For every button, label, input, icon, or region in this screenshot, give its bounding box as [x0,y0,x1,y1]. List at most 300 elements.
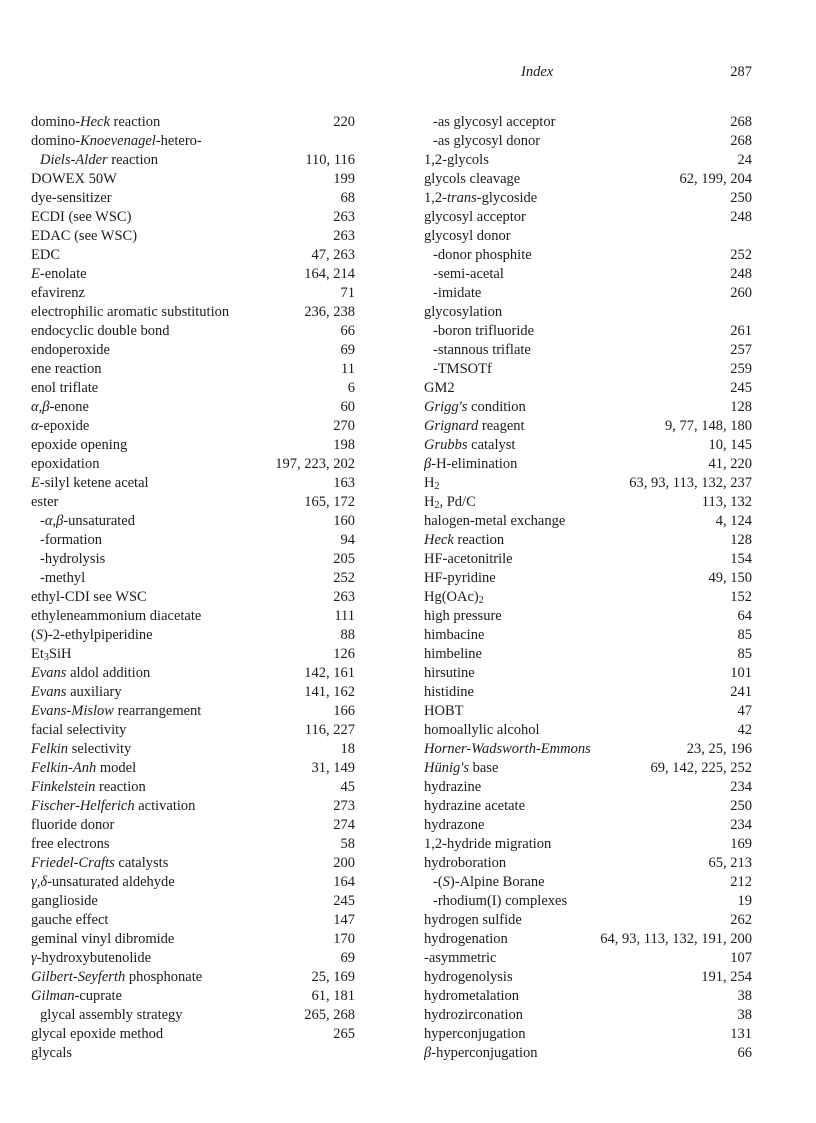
index-entry [31,151,355,170]
index-entry [31,246,355,265]
index-page-refs: 265 [333,1026,355,1042]
index-page-refs: 61, 181 [311,988,355,1004]
index-term: EDC [31,247,60,263]
index-entry [424,873,752,892]
index-page-refs: 234 [730,779,752,795]
index-term: $H_2$ [424,475,440,492]
index-entry [424,227,752,246]
index-page-refs: 128 [730,399,752,415]
index-entry [31,322,355,341]
index-page-refs: 164, 214 [304,266,355,282]
index-entry [424,170,752,189]
index-page-refs: 71 [340,285,355,301]
index-entry [31,721,355,740]
index-term: hydrazine [424,779,482,795]
index-term: α,β-enone [31,399,89,415]
index-entry [31,588,355,607]
index-page-refs: 270 [333,418,355,434]
index-page-refs: 41, 220 [708,456,752,472]
index-entry [31,740,355,759]
index-entry [31,455,355,474]
index-entry [31,645,355,664]
index-entry [424,360,752,379]
index-term: -α,β-unsaturated [40,513,135,529]
index-entry [424,512,752,531]
index-page-refs: 220 [333,114,355,130]
index-page-refs: 111 [334,608,355,624]
index-term: hydrazone [424,817,485,833]
index-entry [424,569,752,588]
page-number: 287 [730,64,752,80]
index-entry [424,607,752,626]
index-term: facial selectivity [31,722,127,738]
index-page-refs: 38 [737,1007,752,1023]
index-page-refs: 160 [333,513,355,529]
index-entry [424,265,752,284]
index-entry [424,303,752,322]
index-term: Grigg's condition [424,399,526,415]
index-term: glycosyl donor [424,228,511,244]
index-entry [424,550,752,569]
index-column-right [424,113,752,1063]
index-page-refs: 154 [730,551,752,567]
index-entry [31,987,355,1006]
index-term: Felkin selectivity [31,741,132,757]
index-term: -(S)-Alpine Borane [433,874,545,890]
index-entry [424,664,752,683]
index-page-refs: 263 [333,589,355,605]
index-page-refs: 248 [730,209,752,225]
index-entry [31,930,355,949]
index-term: E-enolate [31,266,87,282]
index-term: glycals [31,1045,73,1061]
index-entry [424,455,752,474]
index-entry [31,911,355,930]
index-page-refs: 147 [333,912,355,928]
index-term: DOWEX 50W [31,171,117,187]
index-term: Friedel-Crafts catalysts [31,855,169,871]
index-page-refs: 200 [333,855,355,871]
index-term: 1,2-trans-glycoside [424,190,538,206]
index-page-refs: 197, 223, 202 [275,456,355,472]
index-term: Evans aldol addition [31,665,151,681]
index-page-refs: 85 [737,646,752,662]
index-entry [424,854,752,873]
index-page-refs: 164 [333,874,355,890]
index-page-refs: 259 [730,361,752,377]
index-entry [31,607,355,626]
index-entry [31,132,355,151]
index-page-refs: 263 [333,209,355,225]
index-page-refs: 163 [333,475,355,491]
index-term: $H_2$, Pd/C [424,494,476,511]
index-term: Horner-Wadsworth-Emmons [424,741,591,757]
index-entry [424,493,752,512]
index-entry [424,398,752,417]
index-term: Grubbs catalyst [424,437,516,453]
index-column-left [31,113,355,1063]
index-entry [424,113,752,132]
index-page-refs: 42 [737,722,752,738]
index-term: epoxide opening [31,437,128,453]
index-term: histidine [424,684,474,700]
index-page-refs: 66 [340,323,355,339]
index-term: -asymmetric [424,950,497,966]
index-term: Gilbert-Seyferth phosphonate [31,969,203,985]
index-entry [31,664,355,683]
index-page-refs: 198 [333,437,355,453]
index-entry [424,797,752,816]
index-term: Gilman-cuprate [31,988,122,1004]
index-page-refs: 58 [340,836,355,852]
index-page-refs: 252 [730,247,752,263]
index-term: epoxidation [31,456,100,472]
index-term: ganglioside [31,893,98,909]
index-term: hydrozirconation [424,1007,524,1023]
index-page-refs: 6 [347,380,355,396]
index-page-refs: 141, 162 [304,684,355,700]
index-term: $Et_3SiH$ [31,646,72,663]
index-page-refs: 262 [730,912,752,928]
index-entry [31,835,355,854]
index-entry [424,189,752,208]
index-page-refs: 170 [333,931,355,947]
index-entry [424,132,752,151]
index-term: ECDI (see WSC) [31,209,132,225]
index-page-refs: 107 [730,950,752,966]
index-entry [424,1006,752,1025]
index-page-refs: 65, 213 [708,855,752,871]
index-entry [424,759,752,778]
index-page-refs: 88 [340,627,355,643]
index-page-refs: 4, 124 [715,513,752,529]
index-entry [31,417,355,436]
index-page-refs: 62, 199, 204 [679,171,752,187]
index-page-refs: 205 [333,551,355,567]
index-page-refs: 245 [730,380,752,396]
index-term: β-H-elimination [424,456,518,472]
index-entry [424,911,752,930]
index-page-refs: 68 [340,190,355,206]
index-entry [31,683,355,702]
index-term: Diels-Alder reaction [40,152,158,168]
index-term: -semi-acetal [433,266,504,282]
index-entry [424,987,752,1006]
index-term: ene reaction [31,361,102,377]
index-entry [31,303,355,322]
index-page-refs: 49, 150 [708,570,752,586]
index-entry [424,151,752,170]
index-page-refs: 69 [340,950,355,966]
index-term: geminal vinyl dibromide [31,931,175,947]
index-term: -as glycosyl acceptor [433,114,556,130]
index-term: electrophilic aromatic substitution [31,304,230,320]
index-page-refs: 165, 172 [304,494,355,510]
index-term: efavirenz [31,285,85,301]
index-page-refs: 69 [340,342,355,358]
index-term: hydrazine acetate [424,798,526,814]
index-page-refs: 9, 77, 148, 180 [665,418,752,434]
index-term: EDAC (see WSC) [31,228,138,244]
index-page-refs: 131 [730,1026,752,1042]
index-entry [31,759,355,778]
index-term: -as glycosyl donor [433,133,541,149]
index-term: halogen-metal exchange [424,513,566,529]
index-entry [31,341,355,360]
index-entry [31,113,355,132]
index-entry [31,170,355,189]
index-term: hydrometalation [424,988,520,1004]
index-entry [31,949,355,968]
index-term: HF-acetonitrile [424,551,513,567]
index-entry [424,645,752,664]
index-term: -stannous triflate [433,342,531,358]
index-page-refs: 212 [730,874,752,890]
index-page-refs: 252 [333,570,355,586]
index-term: Finkelstein reaction [31,779,146,795]
index-entry [31,702,355,721]
index-entry [424,1025,752,1044]
index-entry [424,721,752,740]
index-page-refs: 11 [341,361,355,377]
index-term: glycosyl acceptor [424,209,526,225]
index-entry [424,436,752,455]
page-header [0,64,816,84]
index-page-refs: 38 [737,988,752,1004]
index-entry [424,835,752,854]
index-entry [31,550,355,569]
index-entry [424,626,752,645]
index-page-refs: 19 [737,893,752,909]
index-term: -hydrolysis [40,551,106,567]
index-page-refs: 63, 93, 113, 132, 237 [629,475,752,491]
index-page-refs: 268 [730,133,752,149]
index-term: enol triflate [31,380,99,396]
index-term: hyperconjugation [424,1026,526,1042]
index-entry [31,892,355,911]
index-term: glycal epoxide method [31,1026,164,1042]
index-entry [424,778,752,797]
index-page-refs: 126 [333,646,355,662]
index-page-refs: 234 [730,817,752,833]
index-page-refs: 110, 116 [305,152,355,168]
index-term: γ-hydroxybutenolide [31,950,152,966]
index-term: domino-Knoevenagel-hetero- [31,133,202,149]
index-term: Fischer-Helferich activation [31,798,196,814]
index-term: (S)-2-ethylpiperidine [31,627,153,643]
index-term: homoallylic alcohol [424,722,540,738]
index-page-refs: 248 [730,266,752,282]
index-entry [31,854,355,873]
index-page-refs: 191, 254 [701,969,752,985]
index-term: -boron trifluoride [433,323,535,339]
index-page-refs: 260 [730,285,752,301]
index-term: hydrogen sulfide [424,912,522,928]
index-term: 1,2-hydride migration [424,836,552,852]
index-page-refs: 47, 263 [311,247,355,263]
index-entry [424,930,752,949]
index-term: -imidate [433,285,482,301]
index-page-refs: 101 [730,665,752,681]
index-page-refs: 31, 149 [311,760,355,776]
index-term: -rhodium(I) complexes [433,893,568,909]
index-page-refs: 45 [340,779,355,795]
index-entry [31,816,355,835]
index-term: gauche effect [31,912,109,928]
index-entry [424,1044,752,1063]
index-entry [424,379,752,398]
index-entry [31,398,355,417]
index-page-refs: 23, 25, 196 [686,741,752,757]
index-term: Grignard reagent [424,418,525,434]
index-page-refs: 257 [730,342,752,358]
index-entry [31,512,355,531]
index-page-refs: 64, 93, 113, 132, 191, 200 [600,931,752,947]
index-term: glycal assembly strategy [40,1007,183,1023]
index-term: Heck reaction [424,532,505,548]
index-entry [31,1006,355,1025]
index-entry [31,474,355,493]
index-term: Felkin-Anh model [31,760,137,776]
index-entry [424,322,752,341]
index-entry [424,588,752,607]
index-term: γ,δ-unsaturated aldehyde [31,874,175,890]
index-term: glycols cleavage [424,171,521,187]
index-term: endoperoxide [31,342,110,358]
index-entry [31,569,355,588]
index-term: Evans-Mislow rearrangement [31,703,202,719]
index-entry [424,702,752,721]
index-entry [424,246,752,265]
index-entry [31,265,355,284]
index-entry [31,531,355,550]
index-term: domino-Heck reaction [31,114,161,130]
index-page-refs: 25, 169 [311,969,355,985]
index-entry [424,341,752,360]
index-term: glycosylation [424,304,503,320]
index-term: -TMSOTf [433,361,492,377]
index-term: HF-pyridine [424,570,496,586]
index-entry [31,227,355,246]
index-entry [424,284,752,303]
index-term: hirsutine [424,665,475,681]
index-page-refs: 142, 161 [304,665,355,681]
index-page-refs: 66 [737,1045,752,1061]
index-page-refs: 263 [333,228,355,244]
index-page-refs: 24 [737,152,752,168]
index-term: fluoride donor [31,817,115,833]
index-term: dye-sensitizer [31,190,112,206]
index-entry [424,417,752,436]
index-term: hydroboration [424,855,507,871]
index-entry [424,208,752,227]
index-term: -formation [40,532,103,548]
index-entry [424,683,752,702]
index-entry [31,436,355,455]
index-entry [31,360,355,379]
index-entry [424,949,752,968]
index-entry [31,1044,355,1063]
index-page-refs: 69, 142, 225, 252 [650,760,752,776]
index-entry [424,968,752,987]
index-page-refs: 236, 238 [304,304,355,320]
index-entry [31,778,355,797]
index-page-refs: 64 [737,608,752,624]
index-entry [424,816,752,835]
index-entry [31,1025,355,1044]
index-term: high pressure [424,608,502,624]
index-page-refs: 94 [340,532,355,548]
index-page-refs: 274 [333,817,355,833]
index-term: -methyl [40,570,86,586]
index-entry [424,474,752,493]
index-term: $Hg(OAc)_2$ [424,589,484,606]
index-page-refs: 116, 227 [304,722,355,738]
index-page-refs: 261 [730,323,752,339]
index-page-refs: 152 [730,589,752,605]
index-term: ethyl-CDI see WSC [31,589,147,605]
index-term: β-hyperconjugation [424,1045,538,1061]
index-page-refs: 128 [730,532,752,548]
running-title: Index [521,64,554,80]
index-entry [31,208,355,227]
index-page-refs: 169 [730,836,752,852]
index-page-refs: 113, 132 [701,494,752,510]
index-term: ethyleneammonium diacetate [31,608,202,624]
index-term: ester [31,494,59,510]
index-term: HOBT [424,703,464,719]
index-term: himbeline [424,646,482,662]
index-entry [31,493,355,512]
index-page-refs: 166 [333,703,355,719]
index-term: hydrogenolysis [424,969,513,985]
index-entry [424,892,752,911]
index-entry [31,968,355,987]
index-term: -donor phosphite [433,247,532,263]
index-page-refs: 199 [333,171,355,187]
index-page-refs: 268 [730,114,752,130]
index-page-refs: 245 [333,893,355,909]
index-term: α-epoxide [31,418,90,434]
index-entry [31,873,355,892]
index-page-refs: 273 [333,798,355,814]
index-term: 1,2-glycols [424,152,489,168]
index-entry [424,740,752,759]
index-page-refs: 85 [737,627,752,643]
index-page-refs: 241 [730,684,752,700]
index-term: free electrons [31,836,110,852]
index-term: hydrogenation [424,931,508,947]
index-entry [31,379,355,398]
index-entry [424,531,752,550]
index-term: endocyclic double bond [31,323,170,339]
index-term: GM2 [424,380,455,396]
index-entry [31,189,355,208]
index-term: Evans auxiliary [31,684,122,700]
index-entry [31,626,355,645]
index-page-refs: 10, 145 [708,437,752,453]
index-page-refs: 250 [730,798,752,814]
index-entry [31,284,355,303]
index-term: Hünig's base [424,760,499,776]
index-page-refs: 60 [340,399,355,415]
index-entry [31,797,355,816]
index-page-refs: 250 [730,190,752,206]
index-page-refs: 265, 268 [304,1007,355,1023]
index-page-refs: 18 [340,741,355,757]
index-term: himbacine [424,627,485,643]
index-page-refs: 47 [737,703,752,719]
